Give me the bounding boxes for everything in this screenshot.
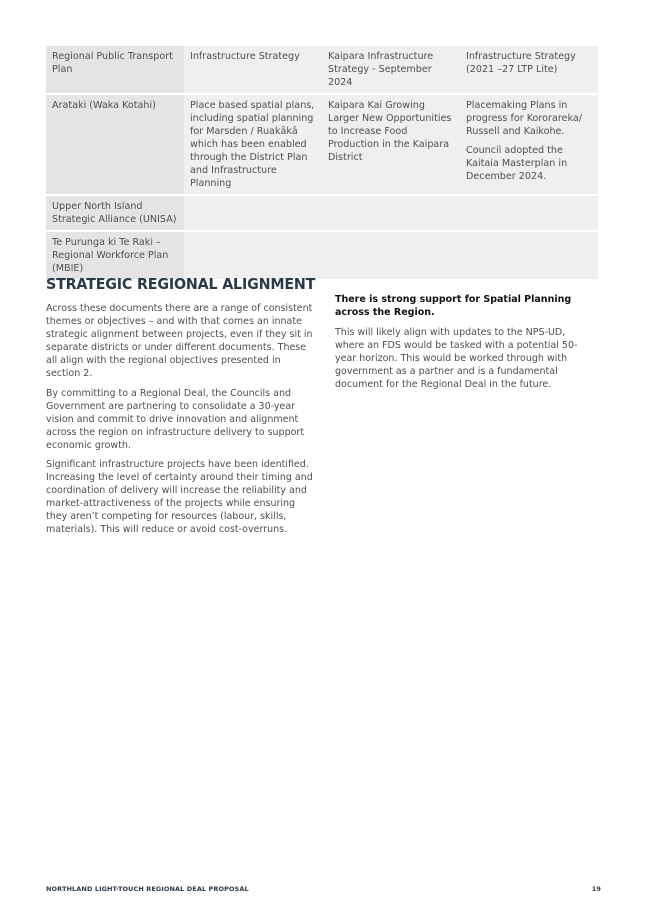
cell-text: Kaipara Infrastructure Strategy - September 2024 [328, 51, 434, 88]
cell-text: Upper North Island Strategic Alliance (UNISA) [52, 201, 177, 225]
cell-text: Infrastructure Strategy (2021 –27 LTP Lite) [466, 51, 576, 75]
table-cell-empty [322, 232, 460, 279]
table-cell [46, 196, 184, 230]
table-cell-empty [460, 232, 598, 279]
cell-text: Regional Public Transport Plan [52, 51, 173, 75]
cell-text: Kaipara Kai Growing Larger New Opportunities to Increase Food Production in the Kaipara District [328, 100, 452, 163]
table-cell [460, 46, 598, 93]
table-cell-empty [184, 232, 322, 279]
cell-text: Placemaking Plans in progress for Kororareka/ Russell and Kaikohe. [466, 100, 582, 137]
table-row [46, 232, 598, 279]
table-row [46, 196, 598, 230]
table-cell [322, 95, 460, 194]
cell-text: Infrastructure Strategy [190, 51, 300, 62]
document-title: NORTHLAND LIGHT-TOUCH REGIONAL DEAL PROPOSAL [46, 885, 249, 893]
cell-text: Place based spatial plans, including spatial planning for Marsden / Ruakākā which has been enabled through the District Plan and Infrastructure Planning [190, 100, 315, 189]
strategy-table [46, 46, 598, 281]
table-cell [46, 46, 184, 93]
table-cell [184, 46, 322, 93]
lead-paragraph: There is strong support for Spatial Planning across the Region. [335, 294, 572, 318]
left-column [46, 302, 314, 543]
table-cell [46, 232, 184, 279]
cell-text: Arataki (Waka Kotahi) [52, 100, 156, 111]
right-column [335, 293, 597, 397]
cell-text: Te Purunga ki Te Raki – Regional Workforce Plan (MBIE) [52, 237, 169, 274]
table-cell-empty [184, 196, 322, 230]
table-cell [460, 95, 598, 194]
table-row [46, 95, 598, 194]
table-row [46, 46, 598, 93]
table-cell-empty [460, 196, 598, 230]
paragraph: Significant infrastructure projects have been identified. Increasing the level of certainty around their timing and coordination of delivery will increase the reliability and market-attractiveness of the projects while ensuring they aren’t competing for resources (labour, skills, materials). This will reduce or avoid cost-overruns. [46, 459, 313, 535]
section-heading: STRATEGIC REGIONAL ALIGNMENT [46, 275, 316, 293]
table-cell [184, 95, 322, 194]
cell-text: Council adopted the Kaitaia Masterplan in December 2024. [466, 145, 568, 182]
paragraph: This will likely align with updates to the NPS-UD, where an FDS would be tasked with a potential 50-year horizon. This would be worked through with government as a partner and is a fundamental document for the Regional Deal in the future. [335, 326, 578, 390]
paragraph: Across these documents there are a range of consistent themes or objectives – and with that comes an innate strategic alignment between projects, even if they sit in separate districts or under different documents. These all align with the regional objectives presented in section 2. [46, 303, 313, 379]
paragraph: By committing to a Regional Deal, the Councils and Government are partnering to consolidate a 30-year vision and commit to drive innovation and alignment across the region on infrastructure delivery to support economic growth. [46, 387, 305, 451]
table-cell [46, 95, 184, 194]
page-number: 19 [591, 885, 601, 893]
table-cell [322, 46, 460, 93]
table-cell-empty [322, 196, 460, 230]
page-footer [46, 885, 601, 897]
